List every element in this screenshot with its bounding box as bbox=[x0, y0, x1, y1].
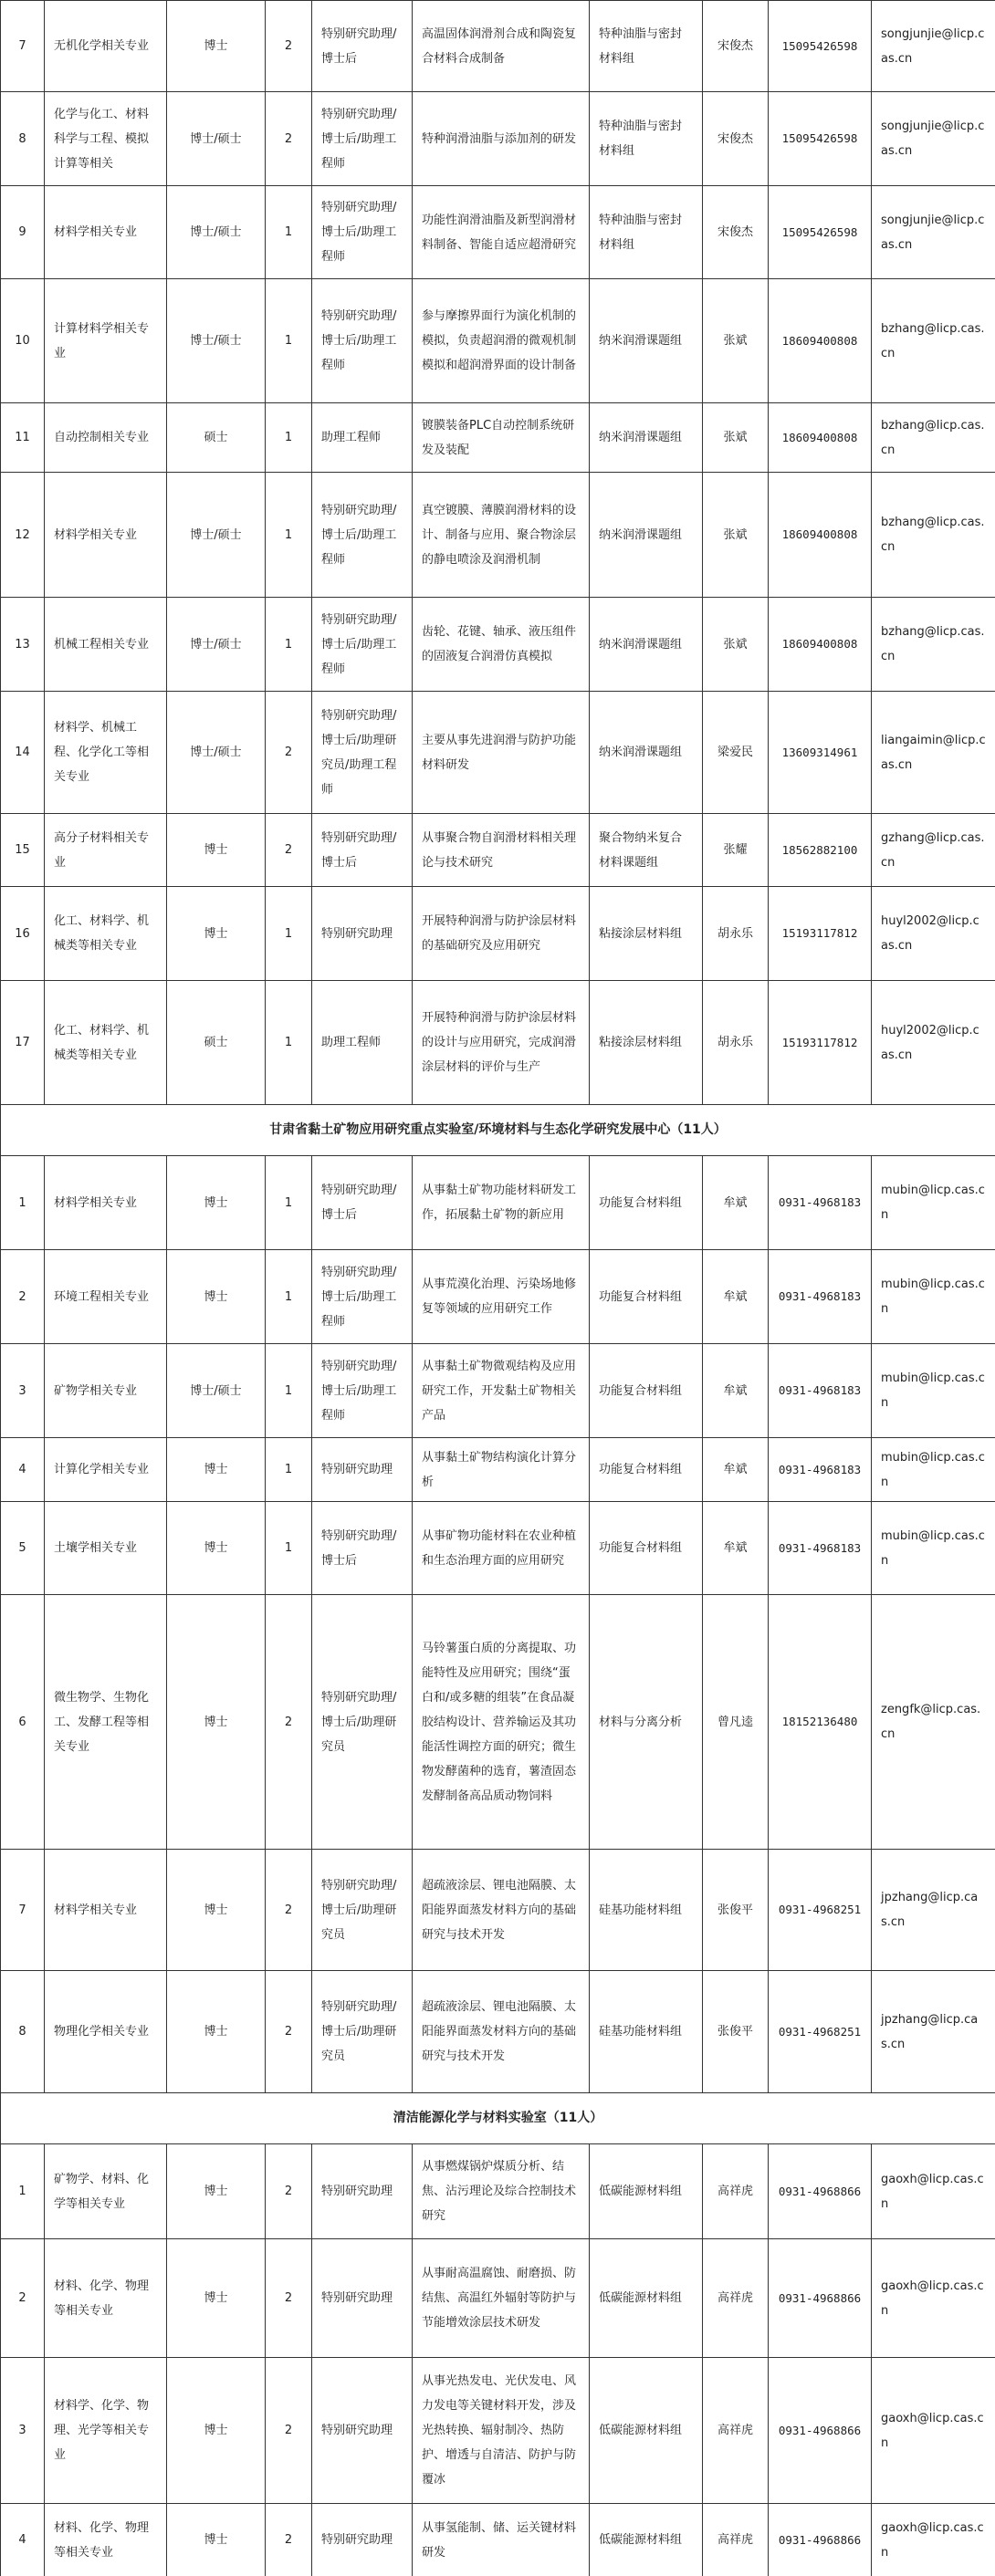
contact-person-cell: 张斌 bbox=[703, 279, 769, 403]
major-cell: 计算化学相关专业 bbox=[45, 1438, 167, 1502]
research-group-cell: 低碳能源材料组 bbox=[590, 2504, 703, 2576]
row-number-cell: 4 bbox=[1, 2504, 45, 2576]
research-group-cell: 硅基功能材料组 bbox=[590, 1971, 703, 2093]
research-group-cell: 低碳能源材料组 bbox=[590, 2239, 703, 2358]
degree-cell: 博士/硕士 bbox=[167, 279, 266, 403]
research-group-cell: 特种油脂与密封材料组 bbox=[590, 92, 703, 186]
position-cell: 特别研究助理/博士后/助理工程师 bbox=[312, 473, 413, 598]
phone-cell: 0931-4968183 bbox=[769, 1250, 872, 1344]
research-group-cell: 低碳能源材料组 bbox=[590, 2144, 703, 2239]
row-number-cell: 3 bbox=[1, 2358, 45, 2504]
row-number-cell: 11 bbox=[1, 403, 45, 473]
major-cell: 矿物学相关专业 bbox=[45, 1344, 167, 1438]
table-row bbox=[1, 1156, 995, 1250]
headcount-cell: 1 bbox=[266, 1344, 312, 1438]
position-cell: 特别研究助理/博士后 bbox=[312, 1502, 413, 1595]
degree-cell: 博士 bbox=[167, 2504, 266, 2576]
major-cell: 无机化学相关专业 bbox=[45, 1, 167, 92]
row-number-cell: 4 bbox=[1, 1438, 45, 1502]
research-group-cell: 粘接涂层材料组 bbox=[590, 887, 703, 981]
position-cell: 特别研究助理 bbox=[312, 1438, 413, 1502]
table-row bbox=[1, 403, 995, 473]
headcount-cell: 1 bbox=[266, 403, 312, 473]
phone-cell: 0931-4968183 bbox=[769, 1156, 872, 1250]
table-row bbox=[1, 1850, 995, 1971]
position-cell: 特别研究助理/博士后/助理工程师 bbox=[312, 92, 413, 186]
headcount-cell: 1 bbox=[266, 981, 312, 1105]
degree-cell: 博士/硕士 bbox=[167, 1344, 266, 1438]
contact-person-cell: 高祥虎 bbox=[703, 2144, 769, 2239]
position-cell: 助理工程师 bbox=[312, 981, 413, 1105]
phone-cell: 0931-4968251 bbox=[769, 1971, 872, 2093]
row-number-cell: 6 bbox=[1, 1595, 45, 1850]
email-cell: huyl2002@licp.cas.cn bbox=[872, 887, 995, 981]
email-cell: jpzhang@licp.cas.cn bbox=[872, 1971, 995, 2093]
contact-person-cell: 宋俊杰 bbox=[703, 186, 769, 279]
research-group-cell: 材料与分离分析 bbox=[590, 1595, 703, 1850]
headcount-cell: 1 bbox=[266, 598, 312, 692]
research-direction-cell: 从事氢能制、储、运关键材料研发 bbox=[413, 2504, 590, 2576]
research-direction-cell: 从事耐高温腐蚀、耐磨损、防结焦、高温红外辐射等防护与节能增效涂层技术研发 bbox=[413, 2239, 590, 2358]
position-cell: 特别研究助理/博士后 bbox=[312, 814, 413, 887]
headcount-cell: 2 bbox=[266, 2358, 312, 2504]
email-cell: gaoxh@licp.cas.cn bbox=[872, 2239, 995, 2358]
research-direction-cell: 高温固体润滑剂合成和陶瓷复合材料合成制备 bbox=[413, 1, 590, 92]
research-group-cell: 特种油脂与密封材料组 bbox=[590, 1, 703, 92]
section-title: 清洁能源化学与材料实验室（11人） bbox=[1, 2093, 995, 2144]
headcount-cell: 2 bbox=[266, 1595, 312, 1850]
phone-cell: 0931-4968183 bbox=[769, 1344, 872, 1438]
research-direction-cell: 主要从事先进润滑与防护功能材料研发 bbox=[413, 692, 590, 814]
phone-cell: 0931-4968183 bbox=[769, 1502, 872, 1595]
section-header-row bbox=[1, 1105, 995, 1156]
headcount-cell: 1 bbox=[266, 1156, 312, 1250]
phone-cell: 0931-4968866 bbox=[769, 2239, 872, 2358]
degree-cell: 博士 bbox=[167, 1971, 266, 2093]
position-cell: 特别研究助理/博士后/助理研究员/助理工程师 bbox=[312, 692, 413, 814]
email-cell: jpzhang@licp.cas.cn bbox=[872, 1850, 995, 1971]
contact-person-cell: 梁爱民 bbox=[703, 692, 769, 814]
table-row bbox=[1, 692, 995, 814]
email-cell: huyl2002@licp.cas.cn bbox=[872, 981, 995, 1105]
headcount-cell: 2 bbox=[266, 1, 312, 92]
email-cell: mubin@licp.cas.cn bbox=[872, 1502, 995, 1595]
phone-cell: 13609314961 bbox=[769, 692, 872, 814]
degree-cell: 博士 bbox=[167, 2358, 266, 2504]
research-direction-cell: 从事黏土矿物功能材料研发工作，拓展黏土矿物的新应用 bbox=[413, 1156, 590, 1250]
contact-person-cell: 张俊平 bbox=[703, 1971, 769, 2093]
degree-cell: 博士 bbox=[167, 1156, 266, 1250]
position-cell: 特别研究助理/博士后 bbox=[312, 1156, 413, 1250]
position-cell: 特别研究助理 bbox=[312, 2239, 413, 2358]
degree-cell: 博士/硕士 bbox=[167, 473, 266, 598]
contact-person-cell: 张耀 bbox=[703, 814, 769, 887]
row-number-cell: 1 bbox=[1, 1156, 45, 1250]
position-cell: 特别研究助理/博士后 bbox=[312, 1, 413, 92]
research-group-cell: 功能复合材料组 bbox=[590, 1250, 703, 1344]
email-cell: songjunjie@licp.cas.cn bbox=[872, 186, 995, 279]
row-number-cell: 2 bbox=[1, 1250, 45, 1344]
contact-person-cell: 宋俊杰 bbox=[703, 92, 769, 186]
row-number-cell: 14 bbox=[1, 692, 45, 814]
research-direction-cell: 齿轮、花键、轴承、液压组件的固液复合润滑仿真模拟 bbox=[413, 598, 590, 692]
major-cell: 土壤学相关专业 bbox=[45, 1502, 167, 1595]
major-cell: 化学与化工、材料科学与工程、模拟计算等相关 bbox=[45, 92, 167, 186]
email-cell: zengfk@licp.cas.cn bbox=[872, 1595, 995, 1850]
degree-cell: 博士 bbox=[167, 1850, 266, 1971]
email-cell: mubin@licp.cas.cn bbox=[872, 1250, 995, 1344]
table-row bbox=[1, 279, 995, 403]
research-direction-cell: 从事荒漠化治理、污染场地修复等领域的应用研究工作 bbox=[413, 1250, 590, 1344]
major-cell: 材料学相关专业 bbox=[45, 186, 167, 279]
contact-person-cell: 宋俊杰 bbox=[703, 1, 769, 92]
research-group-cell: 低碳能源材料组 bbox=[590, 2358, 703, 2504]
position-cell: 助理工程师 bbox=[312, 403, 413, 473]
email-cell: mubin@licp.cas.cn bbox=[872, 1344, 995, 1438]
position-cell: 特别研究助理/博士后/助理工程师 bbox=[312, 1250, 413, 1344]
research-direction-cell: 从事聚合物自润滑材料相关理论与技术研究 bbox=[413, 814, 590, 887]
row-number-cell: 7 bbox=[1, 1850, 45, 1971]
research-direction-cell: 参与摩擦界面行为演化机制的模拟，负责超润滑的微观机制模拟和超润滑界面的设计制备 bbox=[413, 279, 590, 403]
email-cell: bzhang@licp.cas.cn bbox=[872, 473, 995, 598]
contact-person-cell: 牟斌 bbox=[703, 1438, 769, 1502]
research-direction-cell: 从事光热发电、光伏发电、风力发电等关键材料开发，涉及光热转换、辐射制冷、热防护、增透与自清洁、防护与防覆冰 bbox=[413, 2358, 590, 2504]
table-row bbox=[1, 186, 995, 279]
phone-cell: 15095426598 bbox=[769, 186, 872, 279]
position-cell: 特别研究助理 bbox=[312, 887, 413, 981]
degree-cell: 博士 bbox=[167, 1502, 266, 1595]
row-number-cell: 8 bbox=[1, 1971, 45, 2093]
table-row bbox=[1, 1438, 995, 1502]
contact-person-cell: 胡永乐 bbox=[703, 887, 769, 981]
phone-cell: 18609400808 bbox=[769, 279, 872, 403]
degree-cell: 博士/硕士 bbox=[167, 598, 266, 692]
headcount-cell: 1 bbox=[266, 1502, 312, 1595]
email-cell: bzhang@licp.cas.cn bbox=[872, 279, 995, 403]
headcount-cell: 1 bbox=[266, 473, 312, 598]
phone-cell: 15193117812 bbox=[769, 887, 872, 981]
table-body bbox=[1, 1, 995, 2576]
headcount-cell: 2 bbox=[266, 814, 312, 887]
major-cell: 机械工程相关专业 bbox=[45, 598, 167, 692]
research-direction-cell: 马铃薯蛋白质的分离提取、功能特性及应用研究；围绕“蛋白和/或多糖的组装”在食品凝胶结构设计、营养输运及其功能活性调控方面的研究；微生物发酵菌种的选育，薯渣固态发酵制备高品质动物饲料 bbox=[413, 1595, 590, 1850]
headcount-cell: 2 bbox=[266, 692, 312, 814]
headcount-cell: 2 bbox=[266, 92, 312, 186]
row-number-cell: 13 bbox=[1, 598, 45, 692]
research-direction-cell: 真空镀膜、薄膜润滑材料的设计、制备与应用、聚合物涂层的静电喷涂及润滑机制 bbox=[413, 473, 590, 598]
email-cell: mubin@licp.cas.cn bbox=[872, 1156, 995, 1250]
major-cell: 微生物学、生物化工、发酵工程等相关专业 bbox=[45, 1595, 167, 1850]
position-cell: 特别研究助理 bbox=[312, 2144, 413, 2239]
table-row bbox=[1, 887, 995, 981]
degree-cell: 博士 bbox=[167, 1250, 266, 1344]
table-row bbox=[1, 814, 995, 887]
contact-person-cell: 曾凡逵 bbox=[703, 1595, 769, 1850]
phone-cell: 15193117812 bbox=[769, 981, 872, 1105]
table-row bbox=[1, 473, 995, 598]
research-group-cell: 纳米润滑课题组 bbox=[590, 692, 703, 814]
major-cell: 材料、化学、物理等相关专业 bbox=[45, 2239, 167, 2358]
table-row bbox=[1, 2144, 995, 2239]
table-row bbox=[1, 598, 995, 692]
table-row bbox=[1, 981, 995, 1105]
row-number-cell: 8 bbox=[1, 92, 45, 186]
degree-cell: 博士 bbox=[167, 1438, 266, 1502]
degree-cell: 博士 bbox=[167, 1, 266, 92]
email-cell: songjunjie@licp.cas.cn bbox=[872, 1, 995, 92]
table-row bbox=[1, 1250, 995, 1344]
row-number-cell: 12 bbox=[1, 473, 45, 598]
table-row bbox=[1, 2239, 995, 2358]
research-direction-cell: 开展特种润滑与防护涂层材料的设计与应用研究，完成润滑涂层材料的评价与生产 bbox=[413, 981, 590, 1105]
table-row bbox=[1, 1595, 995, 1850]
phone-cell: 18562882100 bbox=[769, 814, 872, 887]
headcount-cell: 2 bbox=[266, 1971, 312, 2093]
degree-cell: 博士/硕士 bbox=[167, 186, 266, 279]
phone-cell: 0931-4968183 bbox=[769, 1438, 872, 1502]
phone-cell: 15095426598 bbox=[769, 1, 872, 92]
major-cell: 计算材料学相关专业 bbox=[45, 279, 167, 403]
research-group-cell: 功能复合材料组 bbox=[590, 1438, 703, 1502]
degree-cell: 博士 bbox=[167, 1595, 266, 1850]
degree-cell: 博士 bbox=[167, 887, 266, 981]
headcount-cell: 2 bbox=[266, 2504, 312, 2576]
contact-person-cell: 张俊平 bbox=[703, 1850, 769, 1971]
phone-cell: 18609400808 bbox=[769, 598, 872, 692]
position-cell: 特别研究助理/博士后/助理研究员 bbox=[312, 1971, 413, 2093]
phone-cell: 0931-4968866 bbox=[769, 2144, 872, 2239]
table-row bbox=[1, 1502, 995, 1595]
contact-person-cell: 牟斌 bbox=[703, 1502, 769, 1595]
major-cell: 环境工程相关专业 bbox=[45, 1250, 167, 1344]
major-cell: 高分子材料相关专业 bbox=[45, 814, 167, 887]
headcount-cell: 2 bbox=[266, 2144, 312, 2239]
research-group-cell: 特种油脂与密封材料组 bbox=[590, 186, 703, 279]
research-group-cell: 聚合物纳米复合材料课题组 bbox=[590, 814, 703, 887]
email-cell: bzhang@licp.cas.cn bbox=[872, 598, 995, 692]
position-cell: 特别研究助理/博士后/助理工程师 bbox=[312, 1344, 413, 1438]
contact-person-cell: 高祥虎 bbox=[703, 2504, 769, 2576]
degree-cell: 博士 bbox=[167, 814, 266, 887]
contact-person-cell: 牟斌 bbox=[703, 1250, 769, 1344]
contact-person-cell: 张斌 bbox=[703, 598, 769, 692]
table-row bbox=[1, 1344, 995, 1438]
research-direction-cell: 功能性润滑油脂及新型润滑材料制备、智能自适应超滑研究 bbox=[413, 186, 590, 279]
headcount-cell: 2 bbox=[266, 2239, 312, 2358]
table-row bbox=[1, 2504, 995, 2576]
headcount-cell: 1 bbox=[266, 279, 312, 403]
contact-person-cell: 张斌 bbox=[703, 403, 769, 473]
contact-person-cell: 高祥虎 bbox=[703, 2239, 769, 2358]
research-direction-cell: 从事矿物功能材料在农业种植和生态治理方面的应用研究 bbox=[413, 1502, 590, 1595]
degree-cell: 博士 bbox=[167, 2239, 266, 2358]
research-group-cell: 纳米润滑课题组 bbox=[590, 598, 703, 692]
email-cell: gaoxh@licp.cas.cn bbox=[872, 2144, 995, 2239]
major-cell: 材料、化学、物理等相关专业 bbox=[45, 2504, 167, 2576]
degree-cell: 硕士 bbox=[167, 981, 266, 1105]
headcount-cell: 1 bbox=[266, 186, 312, 279]
row-number-cell: 16 bbox=[1, 887, 45, 981]
contact-person-cell: 高祥虎 bbox=[703, 2358, 769, 2504]
research-direction-cell: 超疏液涂层、锂电池隔膜、太阳能界面蒸发材料方向的基础研究与技术开发 bbox=[413, 1850, 590, 1971]
research-group-cell: 纳米润滑课题组 bbox=[590, 403, 703, 473]
position-cell: 特别研究助理/博士后/助理工程师 bbox=[312, 186, 413, 279]
email-cell: songjunjie@licp.cas.cn bbox=[872, 92, 995, 186]
research-group-cell: 纳米润滑课题组 bbox=[590, 473, 703, 598]
table-row bbox=[1, 2358, 995, 2504]
email-cell: gaoxh@licp.cas.cn bbox=[872, 2358, 995, 2504]
research-group-cell: 粘接涂层材料组 bbox=[590, 981, 703, 1105]
contact-person-cell: 张斌 bbox=[703, 473, 769, 598]
research-direction-cell: 开展特种润滑与防护涂层材料的基础研究及应用研究 bbox=[413, 887, 590, 981]
row-number-cell: 15 bbox=[1, 814, 45, 887]
major-cell: 矿物学、材料、化学等相关专业 bbox=[45, 2144, 167, 2239]
row-number-cell: 17 bbox=[1, 981, 45, 1105]
phone-cell: 0931-4968866 bbox=[769, 2504, 872, 2576]
row-number-cell: 1 bbox=[1, 2144, 45, 2239]
headcount-cell: 1 bbox=[266, 887, 312, 981]
row-number-cell: 10 bbox=[1, 279, 45, 403]
row-number-cell: 2 bbox=[1, 2239, 45, 2358]
section-header-row bbox=[1, 2093, 995, 2144]
position-cell: 特别研究助理 bbox=[312, 2358, 413, 2504]
email-cell: gaoxh@licp.cas.cn bbox=[872, 2504, 995, 2576]
email-cell: bzhang@licp.cas.cn bbox=[872, 403, 995, 473]
phone-cell: 0931-4968251 bbox=[769, 1850, 872, 1971]
headcount-cell: 2 bbox=[266, 1850, 312, 1971]
position-cell: 特别研究助理/博士后/助理工程师 bbox=[312, 598, 413, 692]
major-cell: 材料学相关专业 bbox=[45, 473, 167, 598]
position-cell: 特别研究助理 bbox=[312, 2504, 413, 2576]
row-number-cell: 9 bbox=[1, 186, 45, 279]
research-group-cell: 功能复合材料组 bbox=[590, 1156, 703, 1250]
research-direction-cell: 从事燃煤锅炉煤质分析、结焦、沾污理论及综合控制技术研究 bbox=[413, 2144, 590, 2239]
research-direction-cell: 镀膜装备PLC自动控制系统研发及装配 bbox=[413, 403, 590, 473]
contact-person-cell: 胡永乐 bbox=[703, 981, 769, 1105]
headcount-cell: 1 bbox=[266, 1250, 312, 1344]
research-direction-cell: 从事黏土矿物微观结构及应用研究工作，开发黏土矿物相关产品 bbox=[413, 1344, 590, 1438]
research-group-cell: 硅基功能材料组 bbox=[590, 1850, 703, 1971]
email-cell: gzhang@licp.cas.cn bbox=[872, 814, 995, 887]
section-title: 甘肃省黏土矿物应用研究重点实验室/环境材料与生态化学研究发展中心（11人） bbox=[1, 1105, 995, 1156]
position-cell: 特别研究助理/博士后/助理研究员 bbox=[312, 1850, 413, 1971]
row-number-cell: 3 bbox=[1, 1344, 45, 1438]
email-cell: liangaimin@licp.cas.cn bbox=[872, 692, 995, 814]
phone-cell: 18609400808 bbox=[769, 403, 872, 473]
position-cell: 特别研究助理/博士后/助理研究员 bbox=[312, 1595, 413, 1850]
major-cell: 物理化学相关专业 bbox=[45, 1971, 167, 2093]
row-number-cell: 5 bbox=[1, 1502, 45, 1595]
contact-person-cell: 牟斌 bbox=[703, 1156, 769, 1250]
major-cell: 材料学、机械工程、化学化工等相关专业 bbox=[45, 692, 167, 814]
phone-cell: 18152136480 bbox=[769, 1595, 872, 1850]
phone-cell: 15095426598 bbox=[769, 92, 872, 186]
table-row bbox=[1, 1, 995, 92]
degree-cell: 博士/硕士 bbox=[167, 692, 266, 814]
phone-cell: 18609400808 bbox=[769, 473, 872, 598]
major-cell: 材料学、化学、物理、光学等相关专业 bbox=[45, 2358, 167, 2504]
degree-cell: 硕士 bbox=[167, 403, 266, 473]
position-cell: 特别研究助理/博士后/助理工程师 bbox=[312, 279, 413, 403]
research-direction-cell: 从事黏土矿物结构演化计算分析 bbox=[413, 1438, 590, 1502]
table-row bbox=[1, 92, 995, 186]
row-number-cell: 7 bbox=[1, 1, 45, 92]
degree-cell: 博士 bbox=[167, 2144, 266, 2239]
headcount-cell: 1 bbox=[266, 1438, 312, 1502]
email-cell: mubin@licp.cas.cn bbox=[872, 1438, 995, 1502]
degree-cell: 博士/硕士 bbox=[167, 92, 266, 186]
major-cell: 化工、材料学、机械类等相关专业 bbox=[45, 981, 167, 1105]
research-group-cell: 纳米润滑课题组 bbox=[590, 279, 703, 403]
major-cell: 材料学相关专业 bbox=[45, 1850, 167, 1971]
research-direction-cell: 超疏液涂层、锂电池隔膜、太阳能界面蒸发材料方向的基础研究与技术开发 bbox=[413, 1971, 590, 2093]
major-cell: 材料学相关专业 bbox=[45, 1156, 167, 1250]
contact-person-cell: 牟斌 bbox=[703, 1344, 769, 1438]
research-group-cell: 功能复合材料组 bbox=[590, 1344, 703, 1438]
phone-cell: 0931-4968866 bbox=[769, 2358, 872, 2504]
table-row bbox=[1, 1971, 995, 2093]
research-direction-cell: 特种润滑油脂与添加剂的研发 bbox=[413, 92, 590, 186]
major-cell: 化工、材料学、机械类等相关专业 bbox=[45, 887, 167, 981]
major-cell: 自动控制相关专业 bbox=[45, 403, 167, 473]
research-group-cell: 功能复合材料组 bbox=[590, 1502, 703, 1595]
